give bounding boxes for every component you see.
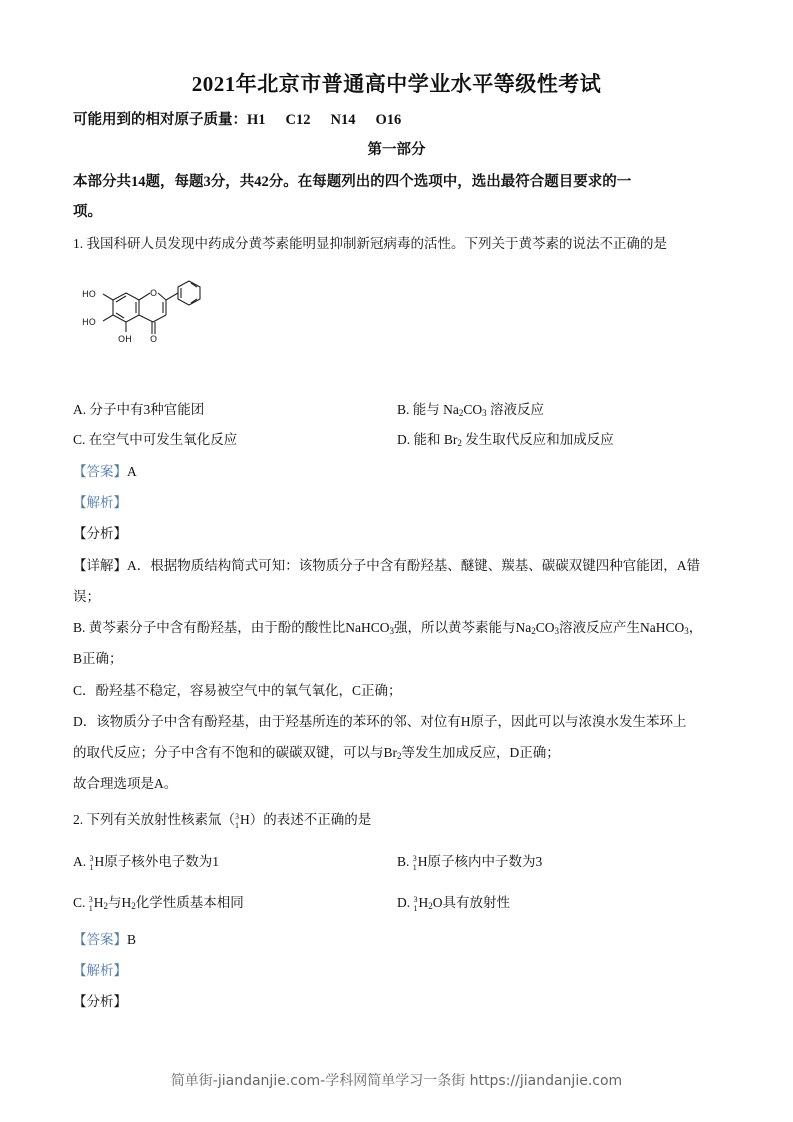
option-text: 能和 <box>413 432 441 447</box>
q1-option-d[interactable]: D. 能和 $Br_2$ 发生取代反应和加成反应 <box>397 432 614 448</box>
question-number: 2. <box>73 812 84 827</box>
q1-detail-d-cont: 的取代反应；分子中含有不饱和的碳碳双键，可以与$Br_2$等发生加成反应，D正确； <box>73 745 560 761</box>
atomic-number: 1 <box>89 862 94 872</box>
subscript: 2 <box>428 901 433 911</box>
detail-text: B. 黄芩素分子中含有酚羟基，由于酚的酸性比NaHCO <box>73 620 390 635</box>
detail-text: 强，所以黄芩素能与Na <box>394 620 532 635</box>
option-text: H原子核内中子数为3 <box>417 854 543 869</box>
atomic-number: 1 <box>412 862 417 872</box>
subscript: 2 <box>103 901 109 911</box>
question-1-stem <box>73 234 667 254</box>
nuclide-notation <box>89 895 93 913</box>
q1-fenxi-label: 【分析】 <box>73 526 127 541</box>
detail-text: 等发生加成反应，D正确； <box>401 745 560 760</box>
mass-c: C12 <box>285 112 311 128</box>
nuclide-notation <box>414 895 418 913</box>
ho-label-top: HO <box>82 290 96 300</box>
option-letter: B. <box>397 854 410 869</box>
part-title: 第一部分 <box>367 142 426 158</box>
option-text: O具有放射性 <box>432 895 510 910</box>
atomic-number: 1 <box>235 820 239 830</box>
q2-answer <box>73 930 136 950</box>
detail-text: CO <box>535 620 555 635</box>
option-text: 在空气中可发生氧化反应 <box>88 432 238 447</box>
q2-option-d[interactable] <box>397 893 510 913</box>
option-letter: B. <box>397 402 410 417</box>
mass-n: N14 <box>330 112 356 128</box>
option-text: H <box>418 895 429 910</box>
mass-number: 3 <box>88 894 93 904</box>
footer-watermark: 简单街-jiandanjie.com-学科网简单学习一条街 https://jiandanjie.com <box>170 1073 623 1089</box>
nuclide-notation <box>235 812 239 830</box>
atomic-number: 1 <box>413 903 418 913</box>
question-text: ）的表述不正确的是 <box>249 812 372 827</box>
q1-detail-b-cont: B正确； <box>73 651 123 666</box>
nuclide-notation <box>413 854 417 872</box>
option-letter: D. <box>397 895 411 910</box>
answer-value: A <box>127 464 137 479</box>
q2-option-b[interactable] <box>397 852 542 872</box>
q1-conclusion: 故合理选项是A。 <box>73 776 178 791</box>
option-letter: D. <box>397 432 411 447</box>
carbonyl-o-label: O <box>150 335 158 345</box>
detail-text: ， <box>688 620 703 635</box>
part-intro-line1: 本部分共14题，每题3分，共42分。在每题列出的四个选项中，选出最符合题目要求的一 <box>73 174 632 190</box>
atomic-masses <box>73 110 401 130</box>
question-text: 我国科研人员发现中药成分黄芩素能明显抑制新冠病毒的活性。下列关于黄芩素的说法不正确的是 <box>86 236 667 251</box>
page-title: 2021年北京市普通高中学业水平等级性考试 <box>191 72 602 96</box>
q1-option-c[interactable] <box>73 430 237 450</box>
q2-option-c[interactable] <box>73 893 244 913</box>
subscript: 2 <box>131 901 136 911</box>
question-number: 1. <box>73 236 84 251</box>
q1-detail-a-cont: 误； <box>73 589 100 604</box>
q1-option-a[interactable] <box>73 400 204 420</box>
option-letter: A. <box>73 854 87 869</box>
mass-number: 3 <box>89 853 94 863</box>
answer-label: 【答案】 <box>73 464 127 479</box>
detail-text: A．根据物质结构简式可知：该物质分子中含有酚羟基、醚键、羰基、碳碳双键四种官能团，A错 <box>127 558 700 573</box>
mass-number: 3 <box>413 894 418 904</box>
option-text: 溶液反应 <box>490 402 545 417</box>
q1-option-b[interactable]: B. 能与 $Na_2CO_3$ 溶液反应 <box>397 402 545 418</box>
mass-number: 3 <box>235 811 239 821</box>
part-intro-line2: 项。 <box>73 204 102 220</box>
q1-detail-c: C．酚羟基不稳定，容易被空气中的氧气氧化，C正确； <box>73 683 402 698</box>
detail-text: 溶液反应产生NaHCO <box>559 620 685 635</box>
baicalein-structure-figure <box>68 278 218 358</box>
q2-fenxi-label: 【分析】 <box>73 994 127 1009</box>
question-2-stem <box>73 810 371 830</box>
detail-text: 的取代反应；分子中含有不饱和的碳碳双键，可以与Br <box>73 745 397 760</box>
nuclide-symbol: H <box>240 812 250 827</box>
atomic-masses-label: 可能用到的相对原子质量： <box>73 112 247 128</box>
q2-option-a[interactable] <box>73 852 219 872</box>
nuclide-notation <box>90 854 94 872</box>
q1-analysis-label: 【解析】 <box>73 495 127 510</box>
option-letter: C. <box>73 432 86 447</box>
option-text: 与H <box>108 895 132 910</box>
question-text: 下列有关放射性核素氚（ <box>86 812 235 827</box>
option-letter: A. <box>73 402 87 417</box>
option-text: 分子中有3种官能团 <box>89 402 205 417</box>
answer-value: B <box>127 932 137 947</box>
q1-detail-d: D．该物质分子中含有酚羟基，由于羟基所连的苯环的邻、对位有H原子，因此可以与浓溴水发生苯环上 <box>73 714 687 729</box>
q1-answer <box>73 462 137 482</box>
atomic-number: 1 <box>88 903 93 913</box>
q1-detail-b: B. 黄芩素分子中含有酚羟基，由于酚的酸性比NaHCO$_3$强，所以黄芩素能与$Na_2CO_3$溶液反应产生NaHCO$_3$， <box>73 620 703 636</box>
mass-o: O16 <box>375 112 402 128</box>
mass-h: H1 <box>247 112 266 128</box>
oh-label-bottom: OH <box>118 335 132 345</box>
option-text: 能与 <box>412 402 440 417</box>
option-text: 发生取代反应和加成反应 <box>465 432 614 447</box>
answer-label: 【答案】 <box>73 932 127 947</box>
mass-number: 3 <box>412 853 417 863</box>
ho-label-mid: HO <box>82 318 96 328</box>
ring-o-label: O <box>150 289 158 299</box>
q1-detail-a <box>73 556 700 576</box>
q2-analysis-label: 【解析】 <box>73 963 127 978</box>
option-letter: C. <box>73 895 86 910</box>
option-text: 化学性质基本相同 <box>135 895 244 910</box>
detail-label: 【详解】 <box>73 558 127 573</box>
option-text: H <box>93 895 104 910</box>
option-text: H原子核外电子数为1 <box>94 854 219 869</box>
